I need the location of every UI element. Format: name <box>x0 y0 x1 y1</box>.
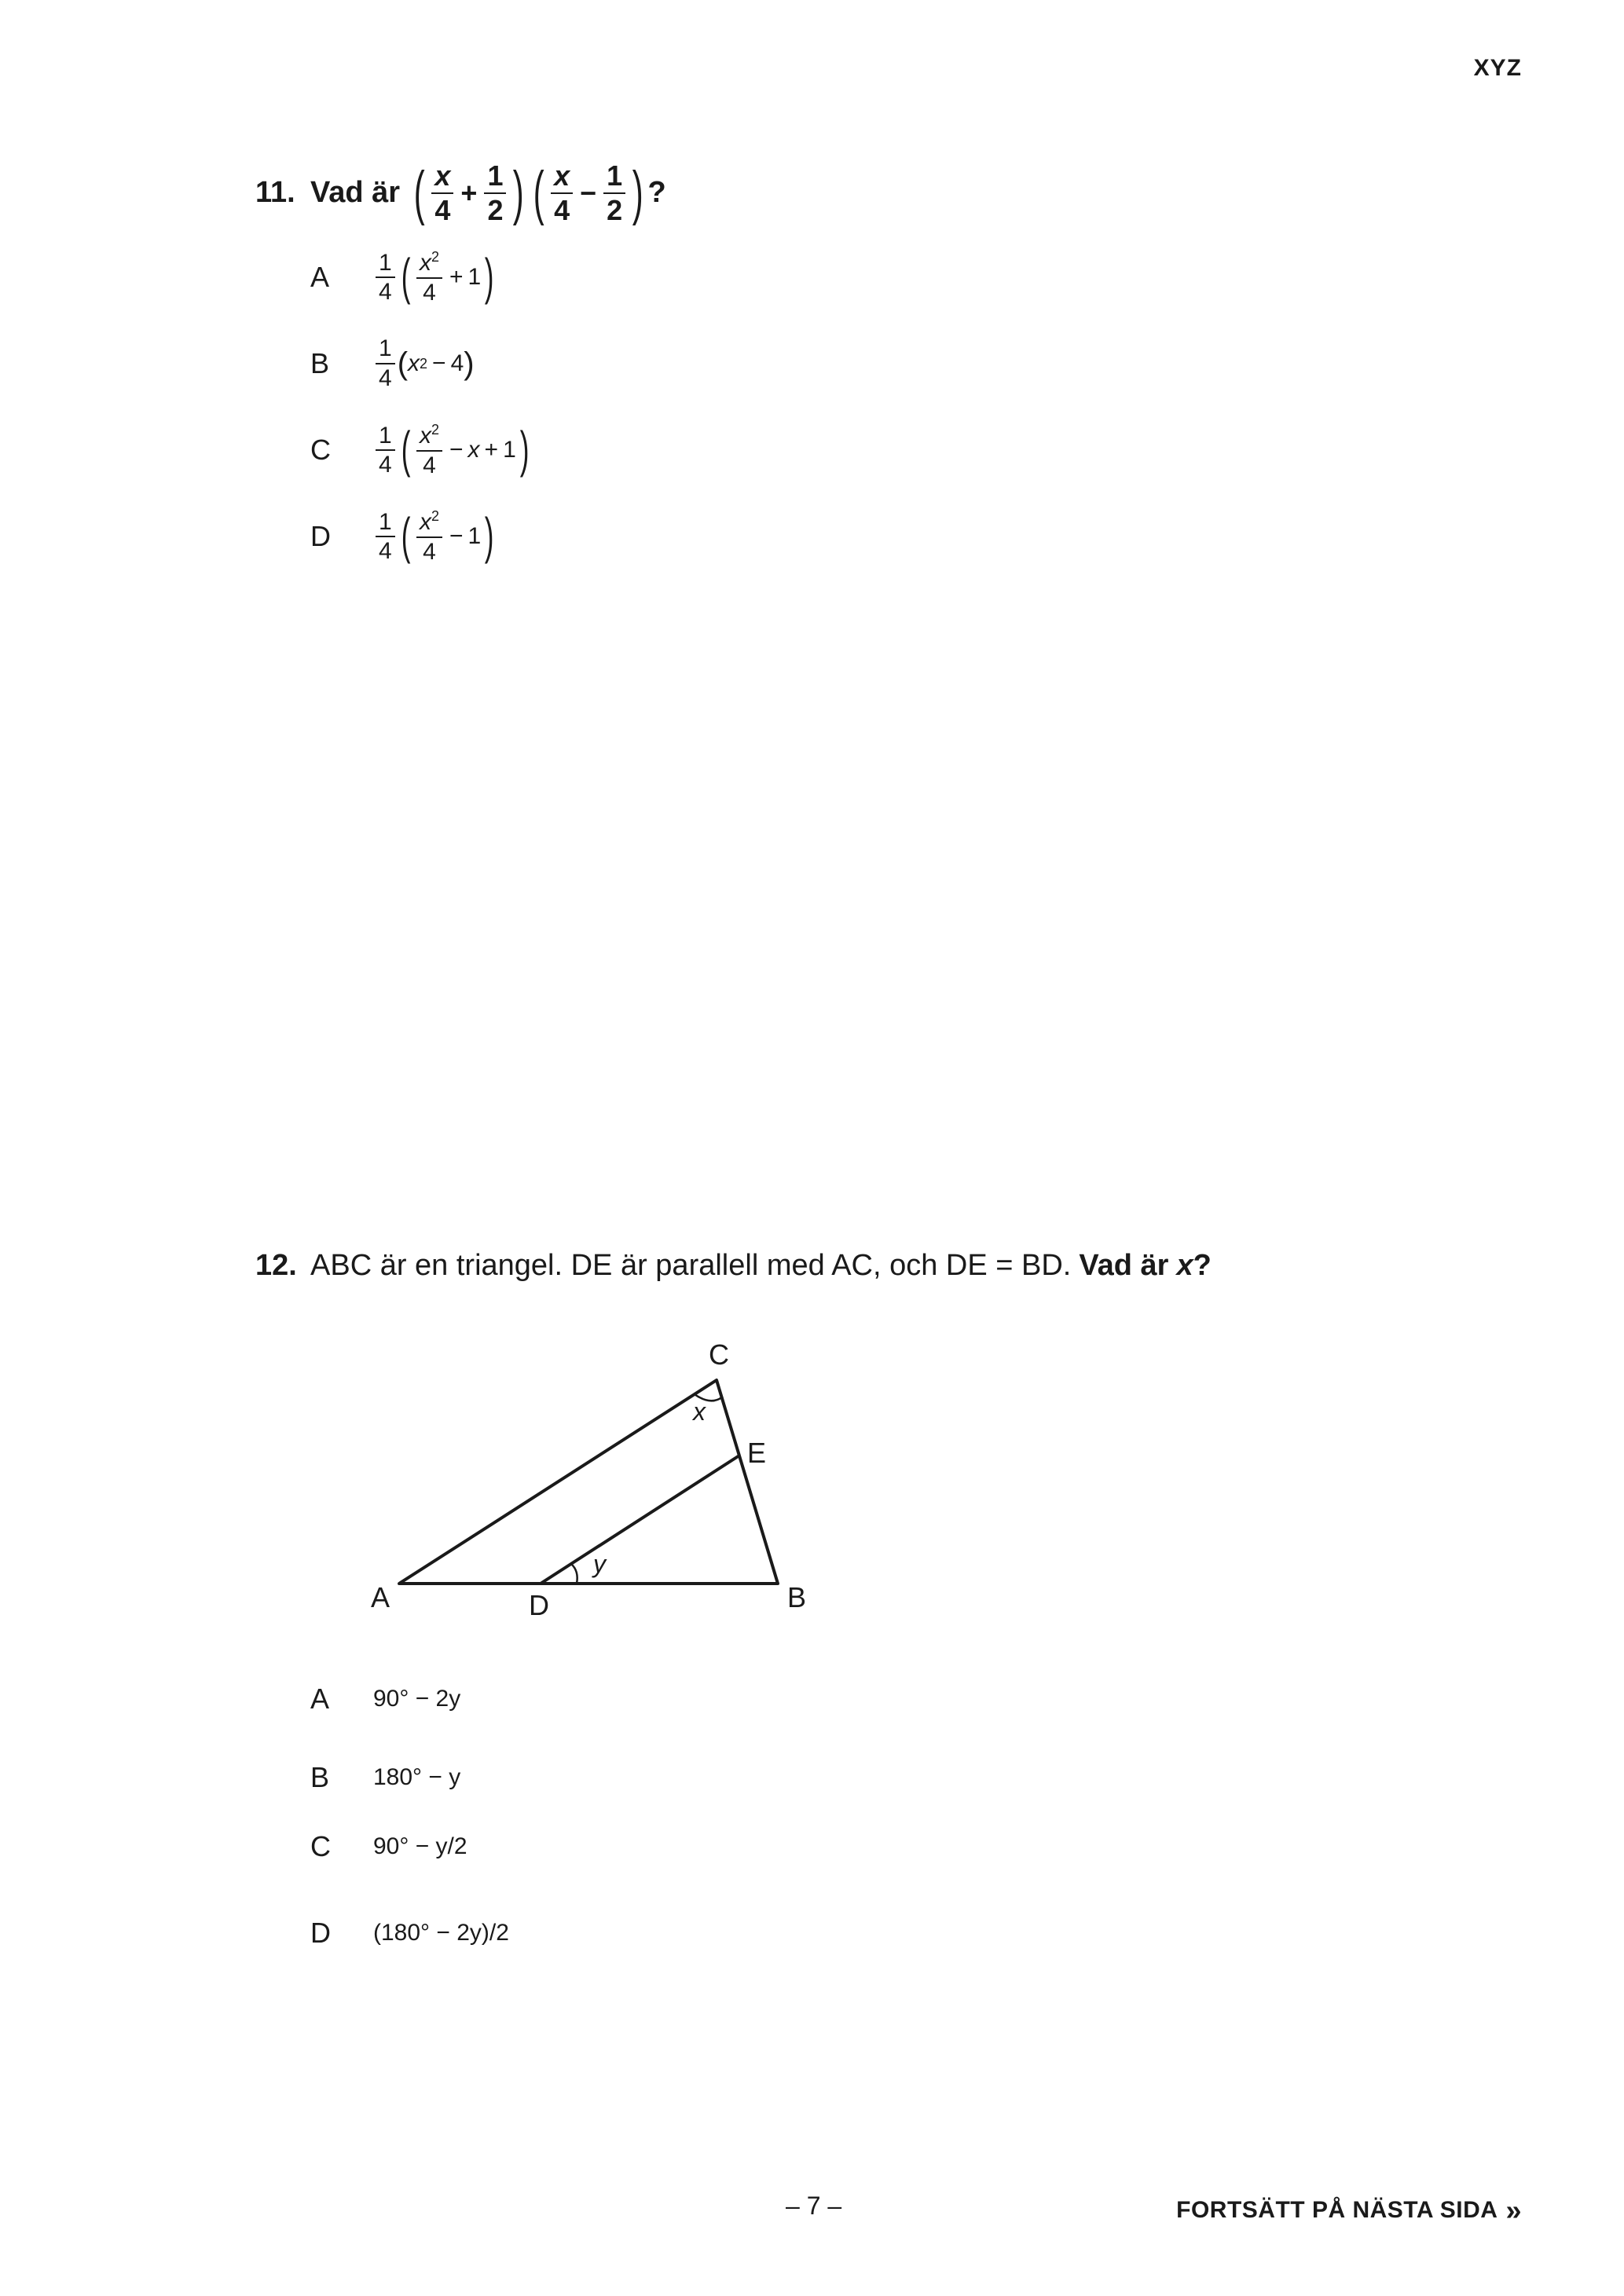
option-letter: A <box>310 261 330 293</box>
label-e: E <box>747 1437 767 1469</box>
q12-option-a[interactable] <box>310 1683 460 1716</box>
page-number: – 7 – <box>786 2192 842 2220</box>
question-12-prompt: Vad är <box>1079 1249 1169 1282</box>
option-expression: $\frac{1}{4}$ ( $\frac{x^2}{4}$ − 1 ) <box>373 509 498 564</box>
label-x: x <box>693 1397 706 1426</box>
option-text: 90° − y/2 <box>373 1833 467 1859</box>
label-b: B <box>787 1581 807 1613</box>
option-letter: C <box>310 1830 331 1862</box>
question-11-prompt: Vad är <box>310 176 401 210</box>
option-expression: $\frac{1}{4}$ ( $\frac{x^2}{4}$ + 1 ) <box>373 250 498 305</box>
continue-label: FORTSÄTT PÅ NÄSTA SIDA <box>1176 2197 1498 2223</box>
option-text: 180° − y <box>373 1764 461 1790</box>
question-12-number: 12. <box>255 1249 297 1282</box>
question-11-expression: ( $\frac{x}{4}$ + $\frac{1}{2}$ ) ( $\frac{x}{4}$ − $\frac{1}{2}$ ) <box>413 159 643 226</box>
option-letter: C <box>310 434 331 466</box>
exam-code: XYZ <box>1473 55 1522 81</box>
q12-option-c[interactable] <box>310 1830 467 1863</box>
question-12-mark: ? <box>1193 1249 1212 1282</box>
q12-option-d[interactable] <box>310 1917 509 1950</box>
double-chevron-right-icon: » <box>1505 2194 1522 2226</box>
option-letter: B <box>310 346 330 379</box>
option-text: 90° − 2y <box>373 1686 461 1712</box>
question-12-variable: x <box>1176 1249 1193 1282</box>
label-a: A <box>371 1581 390 1613</box>
continue-next-page <box>1176 2194 1522 2227</box>
label-d: D <box>529 1589 549 1621</box>
option-letter: D <box>310 1917 331 1949</box>
question-11-number: 11. <box>255 176 295 210</box>
q12-option-b[interactable] <box>310 1761 460 1794</box>
label-c: C <box>709 1338 729 1371</box>
option-expression: $\frac{1}{4}$ ( x 2 − 4 ) <box>373 336 475 390</box>
label-y: y <box>593 1550 606 1578</box>
option-expression: $\frac{1}{4}$ ( $\frac{x^2}{4}$ − x + 1 ) <box>373 423 533 478</box>
option-letter: A <box>310 1683 330 1715</box>
option-letter: B <box>310 1761 330 1793</box>
option-text: (180° − 2y)/2 <box>373 1920 509 1946</box>
question-12-text: ABC är en triangel. DE är parallell med AC, och DE = BD. <box>310 1249 1072 1282</box>
option-letter: D <box>310 520 331 552</box>
question-11-mark: ? <box>647 176 666 210</box>
angle-arc-y <box>571 1564 577 1584</box>
